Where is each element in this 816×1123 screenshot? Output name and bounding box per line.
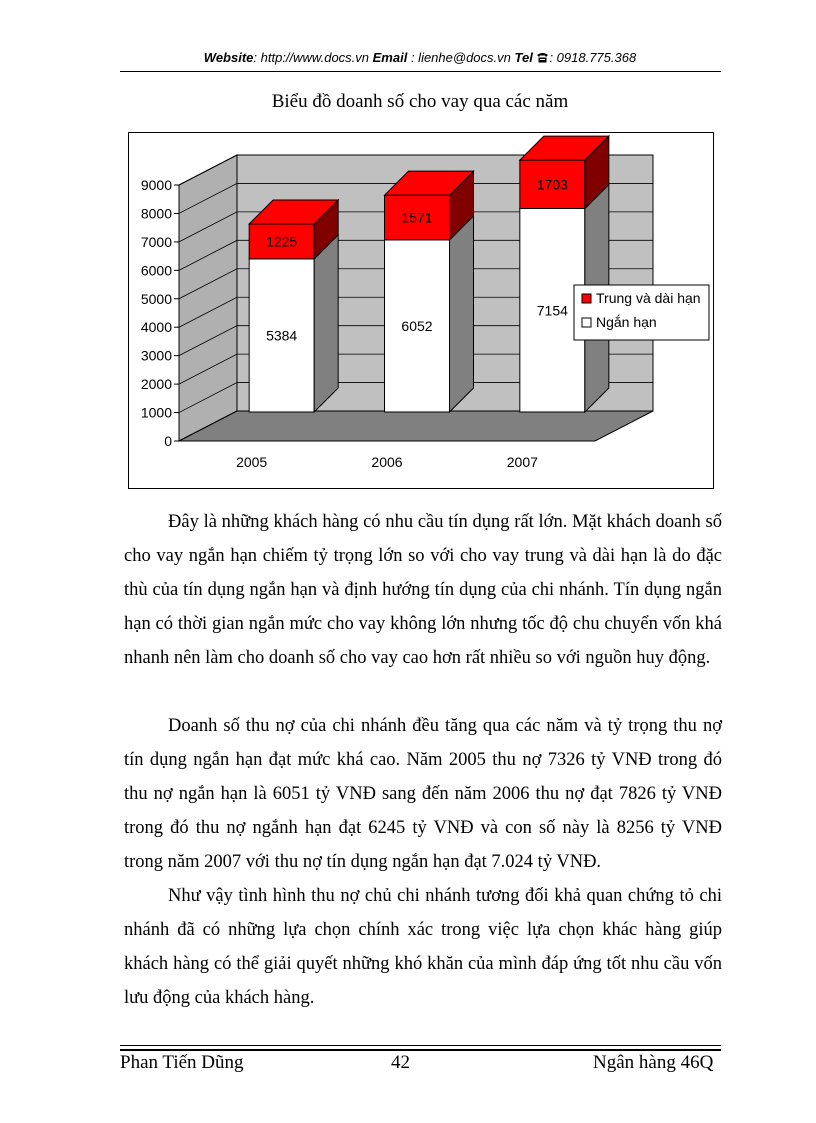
- legend-swatch: [582, 318, 591, 327]
- email-label: Email: [372, 50, 408, 65]
- y-tick-label: 8000: [140, 205, 172, 222]
- chart-canvas: [129, 133, 713, 488]
- bar-side: [314, 235, 338, 412]
- page-header: [120, 50, 720, 65]
- y-tick-label: 6000: [140, 262, 172, 279]
- legend-swatch: [582, 294, 591, 303]
- header-divider: [120, 71, 721, 72]
- y-tick-label: 3000: [140, 347, 172, 364]
- email-value: : lienhe@docs.vn: [410, 50, 511, 65]
- data-label: 1225: [266, 233, 298, 250]
- chart-side-wall: [179, 155, 237, 441]
- tel-value: : 0918.775.368: [549, 50, 637, 65]
- x-tick-label: 2006: [371, 454, 403, 470]
- y-tick-label: 9000: [140, 177, 172, 193]
- x-tick-label: 2005: [236, 454, 268, 470]
- paragraph-2: Doanh số thu nợ của chi nhánh đều tăng qua các năm và tỷ trọng thu nợ tín dụng ngắn hạn đạt mức khá cao. Năm 2005 thu nợ 7326 tỷ VNĐ trong đó thu nợ ngắn hạn là 6051 tỷ VNĐ sang đến năm 2006 thu nợ đạt 7826 tỷ VNĐ trong đó thu nợ ngắnh hạn đạt 6245 tỷ VNĐ và con số này là 8256 tỷ VNĐ trong năm 2007 với thu nợ tín dụng ngắn hạn đạt 7.024 tỷ VNĐ.: [124, 716, 722, 872]
- website-label: Website: [203, 50, 254, 65]
- y-tick-label: 1000: [140, 404, 172, 421]
- chart-frame: [128, 132, 714, 489]
- footer-divider-thick: [120, 1049, 721, 1051]
- phone-icon: [536, 52, 549, 63]
- tel-label: Tel: [514, 50, 533, 65]
- legend-label: Ngắn hạn: [596, 314, 657, 330]
- data-label: 7154: [536, 302, 568, 319]
- website-value: : http://www.docs.vn: [253, 50, 370, 65]
- data-label: 1571: [401, 209, 433, 226]
- y-tick-label: 2000: [140, 376, 172, 393]
- footer-divider: [120, 1045, 721, 1046]
- data-label: 5384: [266, 327, 298, 344]
- x-tick-label: 2007: [506, 454, 538, 470]
- chart-floor: [179, 411, 653, 441]
- page-number: 42: [391, 1052, 410, 1073]
- y-tick-label: 7000: [140, 233, 172, 250]
- y-tick-label: 0: [164, 433, 172, 449]
- legend-label: Trung và dài hạn: [596, 290, 701, 306]
- data-label: 1703: [536, 176, 568, 193]
- paragraph-3: Như vậy tình hình thu nợ chủ chi nhánh tương đối khả quan chứng tỏ chi nhánh đã có những lựa chọn chính xác trong việc lựa chọn khác hàng giúp khách hàng có thể giải quyết những khó khăn của mình đáp ứng tốt nhu cầu vốn lưu động của khách hàng.: [124, 886, 722, 1008]
- footer-author: Phan Tiến Dũng: [120, 1052, 244, 1073]
- footer-class: Ngân hàng 46Q: [593, 1052, 714, 1073]
- chart-title: Biểu đồ doanh số cho vay qua các năm: [271, 91, 569, 112]
- y-tick-label: 4000: [140, 319, 172, 336]
- bar-side: [450, 216, 474, 412]
- data-label: 6052: [401, 317, 433, 334]
- y-tick-label: 5000: [140, 290, 172, 307]
- paragraph-1: Đây là những khách hàng có nhu cầu tín dụng rất lớn. Mặt khách doanh số cho vay ngắn hạn chiếm tỷ trọng lớn so với cho vay trung và dài hạn là do đặc thù của tín dụng ngắn hạn và định hướng tín dụng của chi nhánh. Tín dụng ngắn hạn có thời gian ngắn mức cho vay không lớn nhưng tốc độ chu chuyển vốn khá nhanh nên làm cho doanh số cho vay cao hơn rất nhiều so với nguồn huy động.: [124, 512, 722, 668]
